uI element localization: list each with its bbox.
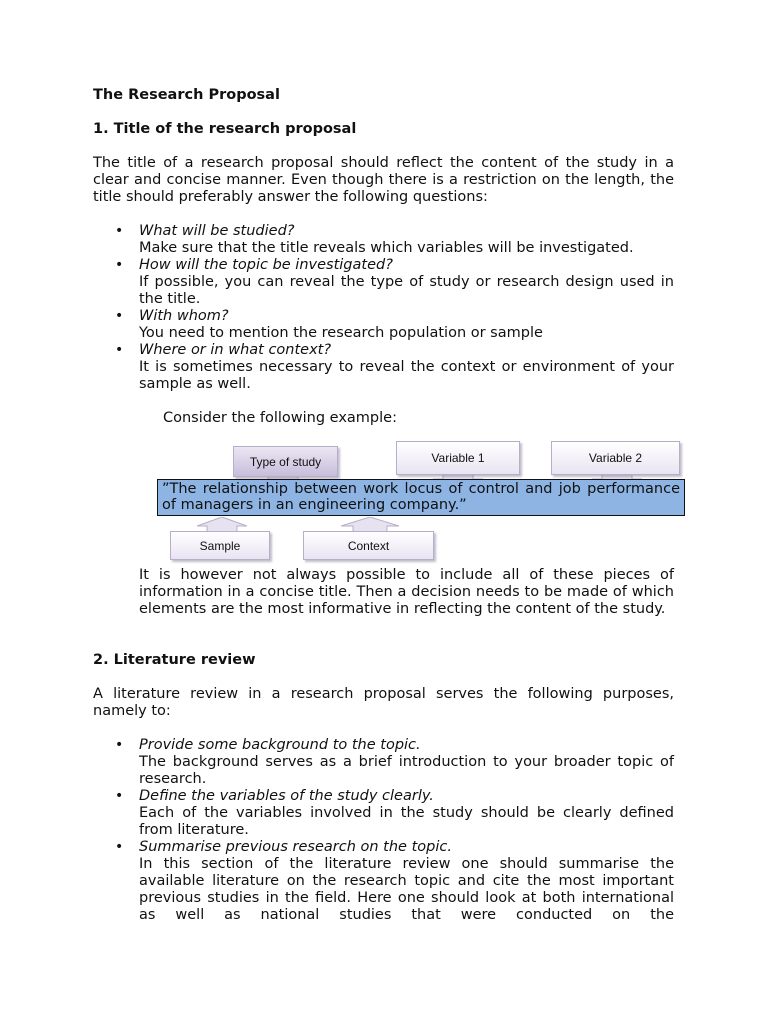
section-2-heading: 2. Literature review [93, 652, 256, 668]
bullet-question: Provide some background to the topic. [139, 737, 421, 753]
bullet-question: What will be studied? [139, 223, 295, 239]
section-2-bullet-list [115, 737, 674, 924]
bullet-question: With whom? [139, 308, 229, 324]
type-of-study-box: Type of study [233, 446, 338, 477]
bullet-answer: You need to mention the research population or sample [139, 325, 543, 341]
section-1-bullet-list [115, 223, 674, 393]
context-box: Context [303, 531, 434, 560]
bullet-question: Define the variables of the study clearly. [139, 788, 434, 804]
list-item [115, 342, 674, 393]
bullet-question: Where or in what context? [139, 342, 332, 358]
section-1-intro: The title of a research proposal should reflect the content of the study in a clear and concise manner. Even though there is a restriction on the length, the title should preferably answer the following questions: [93, 155, 674, 205]
bullet-icon: • [115, 223, 124, 239]
document-title: The Research Proposal [93, 87, 280, 103]
list-item [115, 839, 674, 924]
sample-box: Sample [170, 531, 270, 560]
bullet-answer: If possible, you can reveal the type of study or research design used in the title. [139, 274, 674, 307]
bullet-icon: • [115, 257, 124, 273]
variable-1-box: Variable 1 [396, 441, 520, 475]
list-item [115, 788, 674, 839]
bullet-answer: It is sometimes necessary to reveal the context or environment of your sample as well. [139, 359, 674, 392]
section-1-heading: 1. Title of the research proposal [93, 121, 357, 137]
list-item [115, 223, 674, 257]
bullet-answer: In this section of the literature review one should summarise the available literature on the research topic and cite the most important previous studies in the field. Here one should look at both international as well as national studies that were conducted on the [139, 856, 674, 923]
bullet-icon: • [115, 342, 124, 358]
list-item [115, 257, 674, 308]
variable-2-box: Variable 2 [551, 441, 680, 475]
list-item [115, 308, 674, 342]
section-1-after-text: It is however not always possible to include all of these pieces of information in a concise title. Then a decision needs to be made of which elements are the most informative in reflecting the content of the study. [139, 567, 674, 617]
example-intro: Consider the following example: [163, 410, 397, 426]
bullet-icon: • [115, 737, 124, 753]
bullet-answer: Each of the variables involved in the study should be clearly defined from literature. [139, 805, 674, 838]
bullet-answer: Make sure that the title reveals which variables will be investigated. [139, 240, 634, 256]
list-item [115, 737, 674, 788]
example-title-quote: ”The relationship between work locus of control and job performance of managers in an engineering company.” [157, 479, 685, 516]
bullet-icon: • [115, 839, 124, 855]
bullet-icon: • [115, 308, 124, 324]
bullet-question: Summarise previous research on the topic. [139, 839, 452, 855]
bullet-icon: • [115, 788, 124, 804]
bullet-question: How will the topic be investigated? [139, 257, 393, 273]
section-2-intro: A literature review in a research proposal serves the following purposes, namely to: [93, 686, 674, 719]
bullet-answer: The background serves as a brief introduction to your broader topic of research. [139, 754, 674, 787]
